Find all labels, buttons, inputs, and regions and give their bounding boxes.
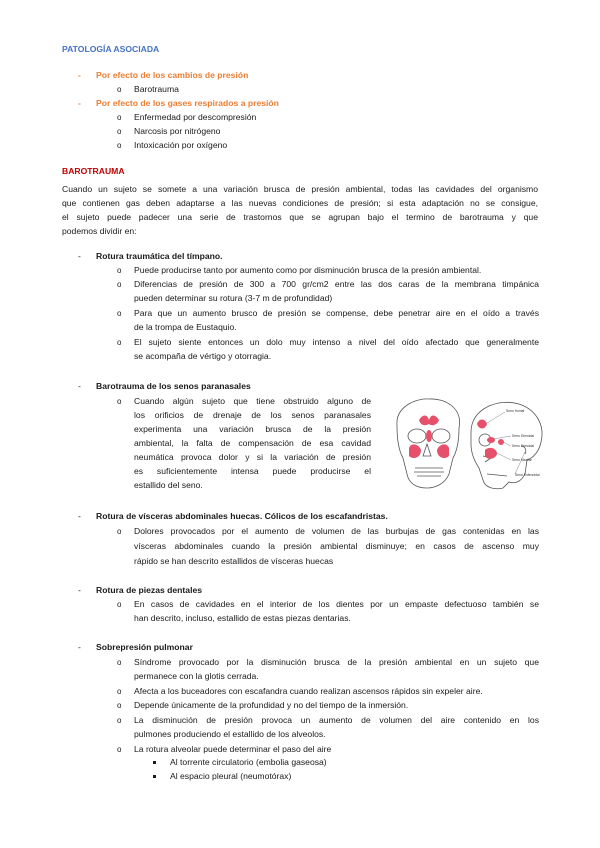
cause-1-item-1: Barotrauma <box>134 84 179 94</box>
cause-1-label: Por efecto de los cambios de presión <box>96 70 249 80</box>
senos-line: Cuando algún sujeto que tiene obstruido alguno de <box>134 396 371 406</box>
dash-bullet: - <box>78 511 81 521</box>
pulmonar-subitem-2: Al espacio pleural (neumotórax) <box>170 771 292 781</box>
circle-bullet: o <box>117 266 122 275</box>
skull-illustration <box>387 396 545 496</box>
label-seno-etmoidal-1: Seno Etmoidal <box>512 434 535 438</box>
section-title-patologia: PATOLOGÍA ASOCIADA <box>62 44 160 54</box>
dash-bullet: - <box>78 251 81 261</box>
pulmonar-item-1-cont: permanece con la glotis cerrada. <box>134 671 259 681</box>
square-bullet <box>153 775 156 778</box>
label-seno-maxilar: Seno Maxilar <box>512 458 532 462</box>
sinus-skull-figure <box>387 396 545 496</box>
section-title-barotrauma: BAROTRAUMA <box>62 166 125 176</box>
circle-bullet: o <box>117 397 122 406</box>
circle-bullet: o <box>117 687 122 696</box>
dash-bullet: - <box>78 381 81 391</box>
circle-bullet: o <box>117 658 122 667</box>
circle-bullet: o <box>117 85 122 94</box>
timpano-item-2: Diferencias de presión de 300 a 700 gr/cm2 entre las dos caras de la membrana timpánica <box>134 279 539 289</box>
intro-line: podemos dividir en: <box>62 226 137 236</box>
circle-bullet: o <box>117 600 122 609</box>
senos-line: estallido del seno. <box>134 480 203 490</box>
pulmonar-item-3: Depende únicamente de la profundidad y no del tiempo de la inmersión. <box>134 700 409 710</box>
dentales-line: En casos de cavidades en el interior de los dientes por un empaste defectuoso también se <box>134 599 539 609</box>
pulmonar-subitem-1: Al torrente circulatorio (embolia gaseosa) <box>170 757 327 767</box>
circle-bullet: o <box>117 527 122 536</box>
pulmonar-item-2: Afecta a los buceadores con escafandra cuando realizan ascensos rápidos sin expeler aire. <box>134 686 483 696</box>
label-seno-frontal: Seno frontal <box>506 409 525 413</box>
dash-bullet: - <box>78 642 81 652</box>
timpano-item-3: Para que un aumento brusco de presión se compense, debe penetrar aire en el oído a través <box>134 308 539 318</box>
dentales-title: Rotura de piezas dentales <box>96 585 203 595</box>
cause-2-item-2: Narcosis por nitrógeno <box>134 126 221 136</box>
circle-bullet: o <box>117 141 122 150</box>
senos-line: experimenta una variación brusca de la presión <box>134 424 371 434</box>
front-sinuses <box>409 416 449 459</box>
senos-line: los orificios de drenaje de los senos paranasales <box>134 410 371 420</box>
pulmonar-item-4-cont: pulmones produciendo el estallido de los alveolos. <box>134 729 326 739</box>
pulmonar-item-4: La disminución de presión provoca un aumento de volumen del aire contenido en los <box>134 715 539 725</box>
cause-2-label: Por efecto de los gases respirados a presión <box>96 98 279 108</box>
timpano-item-2-cont: pueden determinar su rotura (3-7 m de profundidad) <box>134 293 333 303</box>
intro-line: Cuando un sujeto se somete a una variación brusca de presión ambiental, todas las cavidades del organismo <box>62 184 538 194</box>
cause-2-item-3: Intoxicación por oxígeno <box>134 140 228 150</box>
circle-bullet: o <box>117 127 122 136</box>
circle-bullet: o <box>117 745 122 754</box>
pulmonar-item-5: La rotura alveolar puede determinar el paso del aire <box>134 744 332 754</box>
dash-bullet: - <box>78 98 81 108</box>
visceras-title: Rotura de vísceras abdominales huecas. Cólicos de los escafandristas. <box>96 511 388 521</box>
pulmonar-item-1: Síndrome provocado por la disminución brusca de la presión ambiental en un sujeto que <box>134 657 539 667</box>
intro-line: que contienen gas deben adaptarse a las nuevas condiciones de presión; si esta adaptación no se consigue, <box>62 198 538 208</box>
label-seno-etmoidal-2: Seno Etmoidal <box>512 444 535 448</box>
pulmonar-title: Sobrepresión pulmonar <box>96 642 193 652</box>
visceras-line: rápido se han descrito estallidos de vísceras huecas <box>134 556 334 566</box>
timpano-title: Rotura traumática del tímpano. <box>96 251 223 261</box>
senos-title: Barotrauma de los senos paranasales <box>96 381 251 391</box>
circle-bullet: o <box>117 716 122 725</box>
circle-bullet: o <box>117 338 122 347</box>
side-sinuses <box>477 420 504 459</box>
visceras-line: Dolores provocados por el aumento de volumen de las burbujas de gas contenidas en las <box>134 526 539 536</box>
dash-bullet: - <box>78 585 81 595</box>
label-seno-esfenoidal: Seno Esfenoidal <box>515 473 540 477</box>
timpano-item-4-cont: se acompaña de vértigo y otorragia. <box>134 351 272 361</box>
dash-bullet: - <box>78 70 81 80</box>
timpano-item-1: Puede producirse tanto por aumento como por disminución brusca de la presión ambiental. <box>134 265 482 275</box>
front-skull <box>397 399 460 488</box>
timpano-item-4: El sujeto siente entonces un dolo muy intenso a nivel del oído afectado que generalmente <box>134 337 539 347</box>
visceras-line: vísceras abdominales cuando la presión ambiental disminuye; en casos de ascenso muy <box>134 541 539 551</box>
intro-line: el sujeto puede padecer una serie de trastornos que se agrupan bajo el termino de barotrauma y que <box>62 212 538 222</box>
circle-bullet: o <box>117 280 122 289</box>
dentales-line: han descrito, incluso, estallido de estas piezas dentarias. <box>134 613 351 623</box>
senos-line: es suficientemente intensa puede producirse el <box>134 466 371 476</box>
circle-bullet: o <box>117 701 122 710</box>
circle-bullet: o <box>117 113 122 122</box>
timpano-item-3-cont: de la trompa de Eustaquio. <box>134 322 237 332</box>
senos-line: neumática provoca dolor y si la variación de presión <box>134 452 371 462</box>
label-lines <box>487 412 525 474</box>
circle-bullet: o <box>117 309 122 318</box>
senos-line: ambiental, la falta de compensación de esa cavidad <box>134 438 371 448</box>
cause-2-item-1: Enfermedad por descompresión <box>134 112 257 122</box>
square-bullet <box>153 761 156 764</box>
